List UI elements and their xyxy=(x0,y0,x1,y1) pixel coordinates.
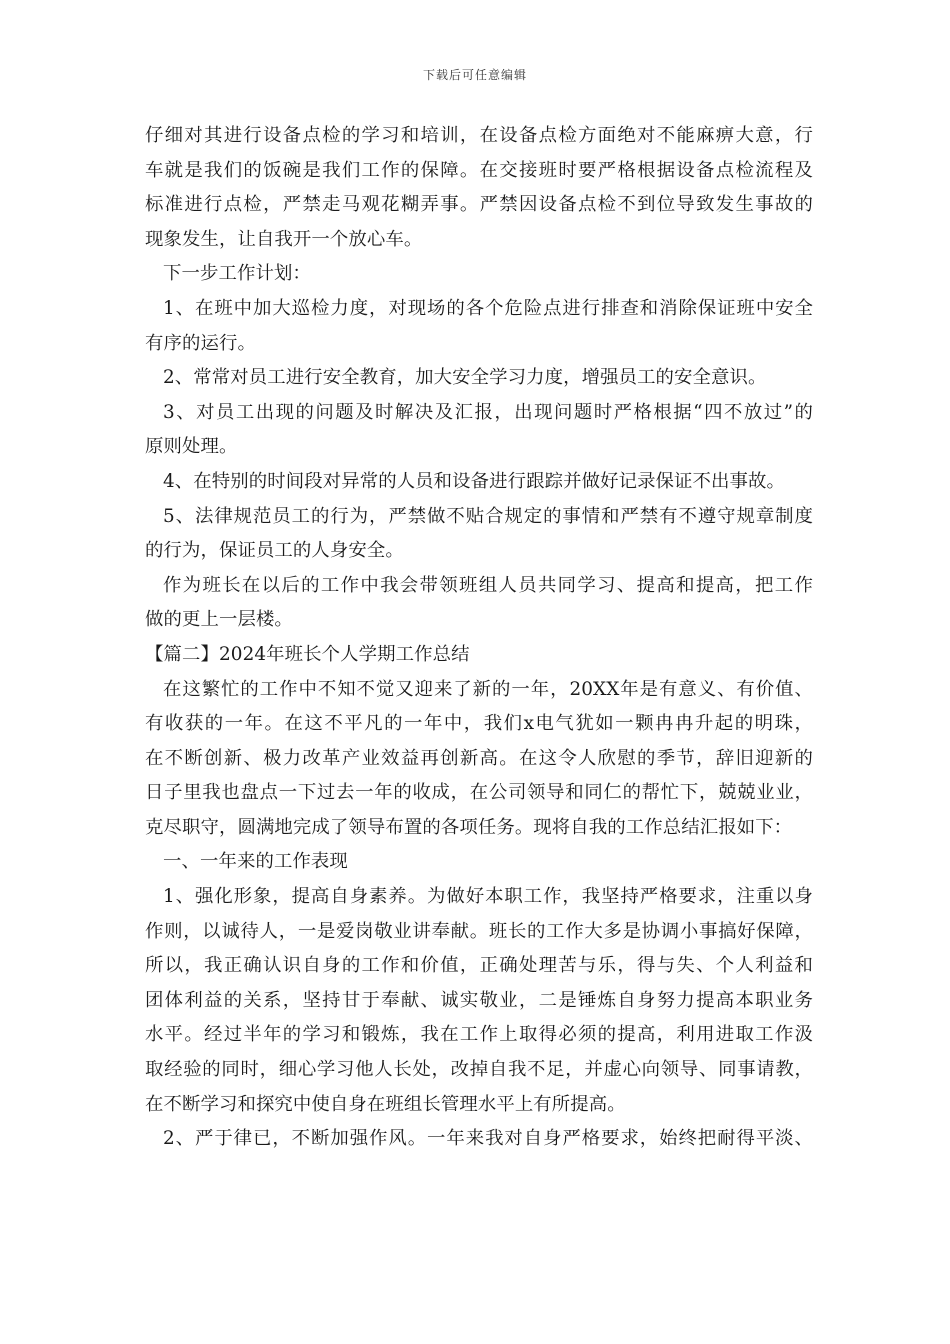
list-item: 4、在特别的时间段对异常的人员和设备进行跟踪并做好记录保证不出事故。 xyxy=(163,470,785,492)
list-item: 2、常常对员工进行安全教育，加大安全学习力度，增强员工的安全意识。 xyxy=(163,367,767,389)
paragraph-line: 现象发生，让自我开一个放心车。 xyxy=(145,228,423,250)
paragraph-line: 日子里我也盘点一下过去一年的收成，在公司领导和同仁的帮忙下，兢兢业业， xyxy=(145,782,813,804)
paragraph-line: 作则，以诚待人，一是爱岗敬业讲奉献。班长的工作大多是协调小事搞好保障， xyxy=(145,920,813,942)
paragraph-line: 所以，我正确认识自身的工作和价值，正确处理苦与乐，得与失、个人利益和 xyxy=(145,955,813,977)
section-title: 【篇二】2024年班长个人学期工作总结 xyxy=(145,643,470,665)
paragraph-line: 仔细对其进行设备点检的学习和培训，在设备点检方面绝对不能麻痹大意，行 xyxy=(145,125,813,146)
list-item: 3、对员工出现的问题及时解决及汇报，出现问题时严格根据“四不放过”的 xyxy=(163,401,813,423)
page-header: 下载后可任意编辑 xyxy=(422,68,527,82)
paragraph-line: 做的更上一层楼。 xyxy=(145,609,293,631)
paragraph-line: 在这繁忙的工作中不知不觉又迎来了新的一年，20XX年是有意义、有价值、 xyxy=(163,678,813,700)
list-item-continuation: 的行为，保证员工的人身安全。 xyxy=(145,540,404,562)
paragraph-line: 作为班长在以后的工作中我会带领班组人员共同学习、提高和提高，把工作 xyxy=(163,574,813,596)
paragraph-line: 有收获的一年。在这不平凡的一年中，我们x电气犹如一颗冉冉升起的明珠， xyxy=(145,713,813,735)
paragraph-line: 团体利益的关系，坚持甘于奉献、诚实敬业，二是锤炼自身努力提高本职业务 xyxy=(145,989,813,1011)
document-body xyxy=(145,119,813,1157)
paragraph-line: 取经验的同时，细心学习他人长处，改掉自我不足，并虚心向领导、同事请教， xyxy=(145,1059,813,1081)
paragraph-line: 在不断学习和探究中使自身在班组长管理水平上有所提高。 xyxy=(145,1093,626,1115)
list-item: 1、在班中加大巡检力度，对现场的各个危险点进行排查和消除保证班中安全 xyxy=(163,297,813,319)
paragraph-line: 标准进行点检，严禁走马观花糊弄事。严禁因设备点检不到位导致发生事故的 xyxy=(145,194,813,216)
paragraph-line: 2、严于律已，不断加强作风。一年来我对自身严格要求，始终把耐得平淡、 xyxy=(163,1128,813,1150)
section-heading: 一、一年来的工作表现 xyxy=(163,851,348,873)
section-heading: 下一步工作计划： xyxy=(163,263,311,285)
paragraph-line: 水平。经过半年的学习和锻炼，我在工作上取得必须的提高，利用进取工作汲 xyxy=(145,1024,813,1046)
paragraph-line: 克尽职守，圆满地完成了领导布置的各项任务。现将自我的工作总结汇报如下： xyxy=(145,816,793,838)
list-item: 5、法律规范员工的行为，严禁做不贴合规定的事情和严禁有不遵守规章制度 xyxy=(163,505,813,527)
list-item-continuation: 有序的运行。 xyxy=(145,332,256,354)
paragraph-line: 在不断创新、极力改革产业效益再创新高。在这令人欣慰的季节，辞旧迎新的 xyxy=(145,747,813,769)
paragraph-line: 1、强化形象，提高自身素养。为做好本职工作，我坚持严格要求，注重以身 xyxy=(163,886,813,908)
paragraph-line: 车就是我们的饭碗是我们工作的保障。在交接班时要严格根据设备点检流程及 xyxy=(145,159,813,181)
list-item-continuation: 原则处理。 xyxy=(145,436,238,458)
